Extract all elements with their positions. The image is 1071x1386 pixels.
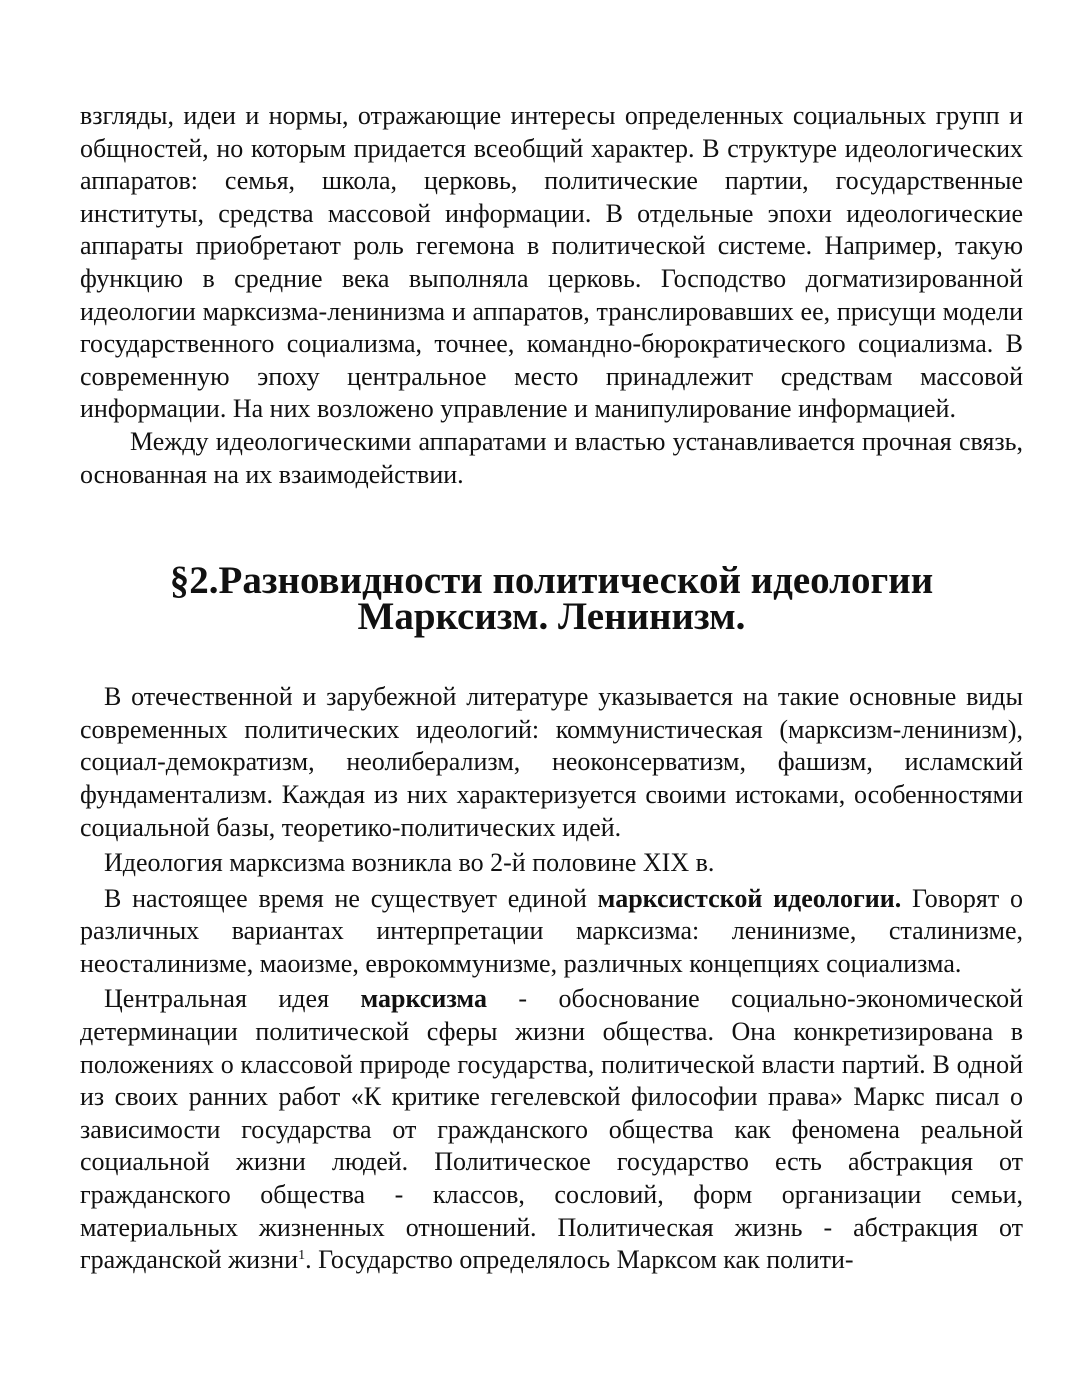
types-paragraph: В отечественной и зарубежной литературе указывается на такие основные виды современных политических идеологий: коммунистическая (марксизм-ленинизм), социал-демократизм, неолиберализм, неоконсерватизм, фашизм, исламский фундаментализм. Каждая из них характеризуется своими истоками, особенностями социальной базы, теоретико-политических идей. xyxy=(80,682,1023,842)
central-text-after: - обоснование социально-экономической детерминации политической сферы жизни общества. Она конкретизирована в положениях о классовой природе государства, политической власти партий. В одной из своих ранних работ «К критике гегелевской философии права» Маркс писал о зависимости государства от гражданского общества как феномена реальной социальной жизни людей. Политическое государство есть абстракция от гражданского общества - классов, сословий, форм организации семьи, материальных жизненных отношений. Политическая жизнь - абстракция от гражданской жизни xyxy=(80,984,1023,1275)
variants-paragraph xyxy=(80,883,1023,981)
central-bold-term: марксизма xyxy=(360,984,487,1014)
spacer xyxy=(80,635,1023,681)
section-heading-title: §2.Разновидности политической идеологии xyxy=(169,559,934,603)
central-text-tail: . Государство определялось Марксом как полити- xyxy=(305,1245,854,1275)
variants-text-before: В настоящее время не существует единой xyxy=(104,883,598,913)
section-heading-subtitle: Марксизм. Ленинизм. xyxy=(357,595,746,639)
document-page xyxy=(80,100,1023,1277)
central-text-before: Центральная идея xyxy=(104,984,361,1014)
origin-paragraph: Идеология марксизма возникла во 2-й половине XIX в. xyxy=(104,848,715,878)
connection-paragraph: Между идеологическими аппаратами и властью устанавливается прочная связь, основанная на их взаимодействии. xyxy=(80,426,1023,489)
variants-text-after: Говорят о различных вариантах интерпретации марксизма: ленинизме, сталинизме, неосталинизме, маоизме, еврокоммунизме, различных концепциях социализма. xyxy=(80,883,1023,978)
central-idea-paragraph xyxy=(80,983,1023,1276)
spacer xyxy=(80,491,1023,563)
footnote-reference[interactable]: 1 xyxy=(298,1248,306,1264)
variants-bold-term: марксистской идеологии. xyxy=(597,883,902,913)
intro-paragraph: взгляды, идеи и нормы, отражающие интересы определенных социальных групп и общностей, но которым придается всеобщий характер. В структуре идеологических аппаратов: семья, школа, церковь, политические партии, государственные институты, средства массовой информации. В отдельные эпохи идеологические аппараты приобретают роль гегемона в политической системе. Например, такую функцию в средние века выполняла церковь. Господство догматизированной идеологии марксизма-ленинизма и аппаратов, транслировавших ее, присущи модели государственного социализма, точнее, командно-бюрократического социализма. В современную эпоху центральное место принадлежит средствам массовой информации. На них возложено управление и манипулирование информацией. xyxy=(80,101,1023,424)
